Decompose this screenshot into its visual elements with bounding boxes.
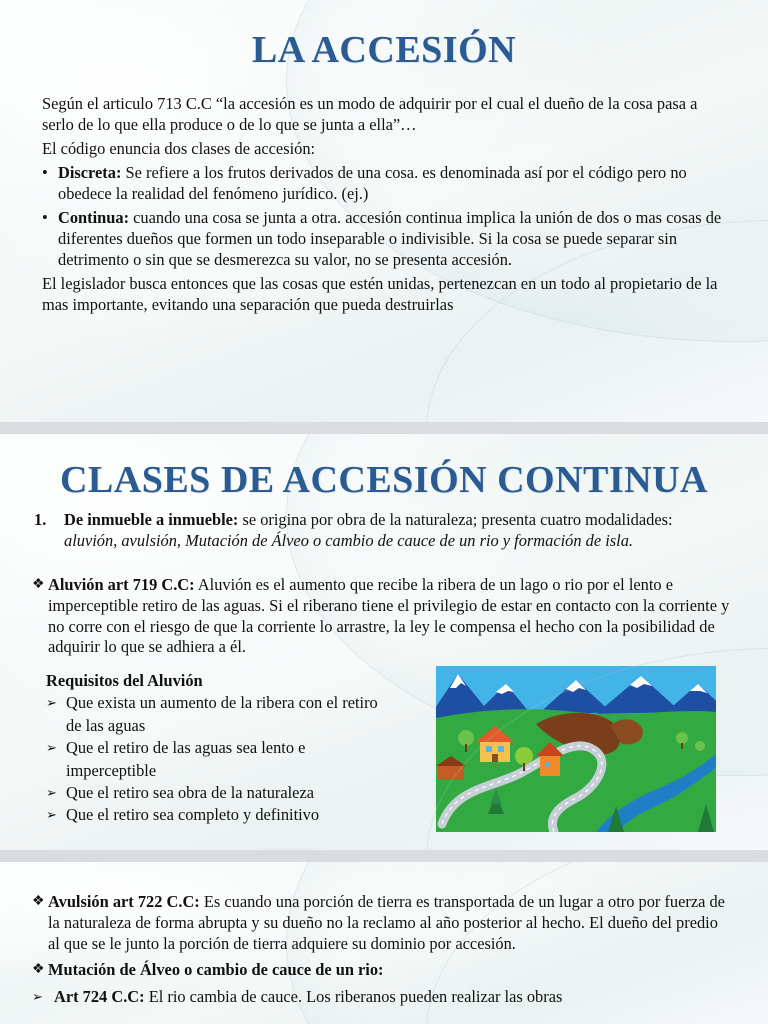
requisito-item [46,782,396,804]
art724-paragraph [32,987,732,1008]
bullet-term: Discreta: [58,163,122,183]
item1-block [34,510,724,552]
bullet-dot-icon: • [42,207,48,227]
requisito-text: Que el retiro sea completo y definitivo [66,805,320,825]
arrow-bullet-icon: ➢ [46,740,57,756]
legislador-paragraph: El legislador busca entonces que las cosas que estén unidas, pertenezcan en un todo al propietario de la mas importante, evitando una separación que pueda destruirlas [42,274,718,315]
avulsion-paragraph [32,892,732,954]
requisitos-block [46,670,396,827]
bullet-text: Se refiere a los frutos derivados de una cosa. es denominada así por el código pero no obedece la realidad del fenómeno jurídico. (ej.) [58,163,687,204]
slide-title: CLASES DE ACCESIÓN CONTINUA [59,459,709,501]
slide-title: LA ACCESIÓN [251,29,517,71]
requisito-text: Que el retiro de las aguas sea lento e imperceptible [66,738,306,780]
arrow-bullet-icon: ➢ [46,807,57,823]
diamond-bullet-icon: ❖ [32,577,45,592]
arrow-bullet-icon: ➢ [46,695,57,711]
avulsion-text: Es cuando una porción de tierra es transportada de un lugar a otro por fuerza de la naturaleza de forma abrupta y su dueño no la reclamo al año posterior al hecho. El dueño del predio al que se le junto la porción de tierra adquiere su dominio por accesión. [48,892,725,953]
landscape-illustration [436,666,716,832]
slide-avulsion [0,862,768,1024]
aluvion-block [32,575,730,658]
aluvion-term: Aluvión art 719 C.C: [48,575,195,594]
mutacion-term: Mutación de Álveo o cambio de cauce de un rio: [48,960,384,980]
slide-la-accesion [0,0,768,422]
aluvion-paragraph [32,575,730,658]
requisito-item [46,737,396,782]
art724-term: Art 724 C.C: [54,987,145,1007]
requisito-item [46,692,396,737]
item-text: se origina por obra de la naturaleza; presenta cuatro modalidades: [238,510,673,529]
requisito-item [46,804,396,826]
bullet-text: cuando una cosa se junta a otra. accesión continua implica la unión de dos o mas cosas de diferentes dueños que formen un todo inseparable o indivisible. Si la cosa se puede separar sin detrimento o sin que se desmerezca su valor, no se presenta accesión. [58,207,722,269]
requisito-text: Que exista un aumento de la ribera con el retiro de las aguas [66,693,378,735]
arrow-bullet-icon: ➢ [46,785,57,801]
diamond-bullet-icon: ❖ [32,962,45,978]
intro-paragraph: Según el articulo 713 C.C “la accesión es un modo de adquirir por el cual el dueño de la cosa pasa a serlo de lo que ella produce o de lo que se junta a ella”… [42,94,698,134]
slide-clases-accesion-continua [0,434,768,850]
bullet-dot-icon: • [42,163,48,183]
mutacion-heading [32,960,732,981]
item-modalidades: aluvión, avulsión, Mutación de Álveo o cambio de cauce de un rio y formación de isla. [64,530,633,550]
numbered-item [34,510,724,552]
slide-body [42,94,722,316]
requisitos-title: Requisitos del Aluvión [46,671,203,690]
avulsion-term: Avulsión art 722 C.C: [48,892,200,911]
item-number: 1. [34,510,47,529]
requisito-text: Que el retiro sea obra de la naturaleza [66,783,314,803]
avulsion-block [32,892,732,1008]
diamond-bullet-icon: ❖ [32,894,45,909]
art724-text: El rio cambia de cauce. Los riberanos pueden realizar las obras [144,987,563,1007]
bullet-term: Continua: [58,207,130,227]
item-term: De inmueble a inmueble: [64,510,239,529]
aluvion-text: Aluvión es el aumento que recibe la ribera de un lago o rio por el lento e imperceptible retiro de las aguas. Si el riberano tiene el privilegio de estar en contacto con la corriente y no corre con el riesgo de que la corriente lo arrastre, la ley le compensa el hecho con la posibilidad de adquirir lo que se adhiera a él. [48,575,730,657]
enuncia-paragraph: El código enuncia dos clases de accesión: [42,138,316,158]
arrow-bullet-icon: ➢ [32,989,43,1005]
bullet-discreta [42,163,722,205]
bullet-continua [42,208,722,270]
